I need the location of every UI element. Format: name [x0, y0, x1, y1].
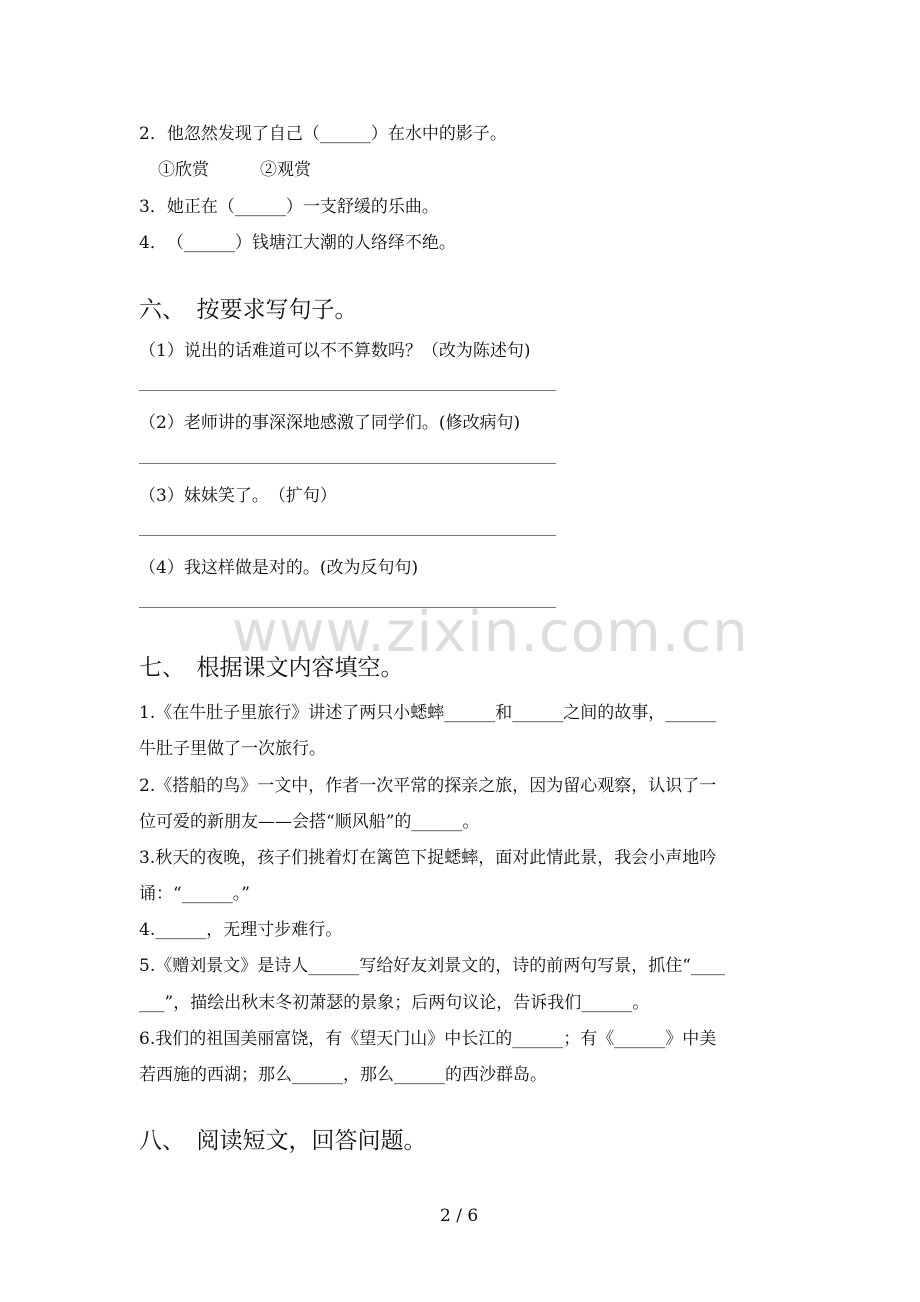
- section-7-line-2: 牛肚子里做了一次旅行。: [139, 739, 326, 759]
- section-8-heading: 八、 阅读短文，回答问题。: [139, 1128, 427, 1154]
- section-7-line-11: 若西施的西湖；那么______，那么______的西沙群岛。: [139, 1065, 547, 1085]
- section-7-line-7: 4.______，无理寸步难行。: [139, 920, 343, 940]
- section-7-heading: 七、 根据课文内容填空。: [139, 655, 404, 681]
- answer-line-1[interactable]: [139, 390, 556, 391]
- section-7-line-5: 3.秋天的夜晚，孩子们挑着灯在篱笆下捉蟋蟀，面对此情此景，我会小声地吟: [139, 848, 717, 868]
- question-2-options: ①欣赏 ②观赏: [158, 160, 311, 180]
- answer-line-3[interactable]: [139, 535, 556, 536]
- section-6-item-4: （4）我这样做是对的。(改为反句句): [139, 558, 419, 578]
- section-7-line-10: 6.我们的祖国美丽富饶，有《望天门山》中长江的______；有《______》中美: [139, 1029, 717, 1049]
- section-6-item-3: （3）妹妹笑了。 （扩句）: [139, 486, 337, 506]
- section-6-item-1: （1）说出的话难道可以不不算数吗？（改为陈述句): [139, 341, 531, 361]
- section-7-line-4: 位可爱的新朋友——会搭“顺风船”的______。: [139, 812, 480, 832]
- section-7-line-6: 诵：“______。”: [139, 884, 250, 904]
- section-6-heading: 六、 按要求写句子。: [139, 297, 358, 323]
- section-6-item-2: （2）老师讲的事深深地感激了同学们。(修改病句): [139, 413, 521, 433]
- answer-line-2[interactable]: [139, 463, 556, 464]
- question-3: 3．她正在（______）一支舒缓的乐曲。: [139, 197, 439, 217]
- question-4: 4． （______）钱塘江大潮的人络绎不绝。: [139, 233, 456, 253]
- watermark: www.zixin.com.cn: [232, 600, 749, 665]
- section-7-line-8: 5.《赠刘景文》是诗人______写给好友刘景文的，诗的前两句写景，抓住“____: [139, 956, 725, 976]
- answer-line-4[interactable]: [139, 607, 556, 608]
- section-7-line-3: 2.《搭船的鸟》一文中，作者一次平常的探亲之旅，因为留心观察，认识了一: [139, 776, 717, 796]
- question-2: 2．他忽然发现了自己（______）在水中的影子。: [139, 124, 507, 144]
- page-number: 2 / 6: [440, 1206, 479, 1226]
- section-7-line-9: ___”，描绘出秋末冬初萧瑟的景象；后两句议论，告诉我们______。: [139, 993, 650, 1013]
- section-7-line-1: 1.《在牛肚子里旅行》讲述了两只小蟋蟀______和______之间的故事，______: [139, 703, 717, 723]
